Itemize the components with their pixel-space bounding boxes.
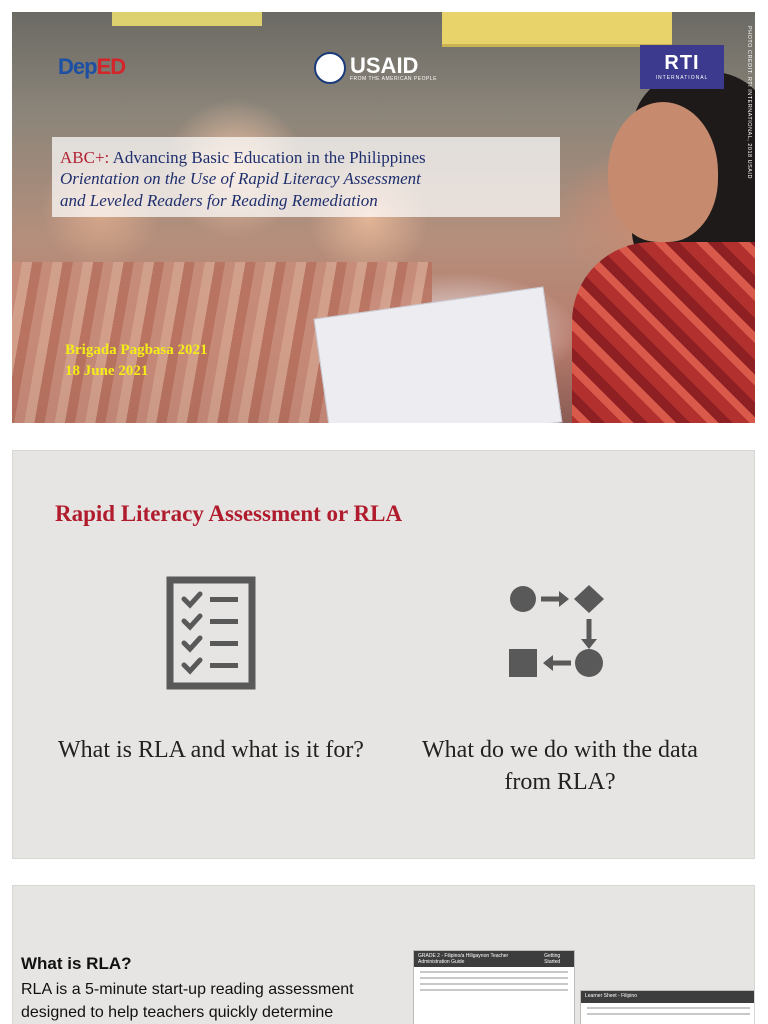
rla-overview-slide [12,450,755,859]
learner-sheet-thumbnail: Learner Sheet - Filipino [580,990,755,1024]
usaid-seal-icon [314,52,346,84]
slide-heading: What is RLA? [21,954,132,973]
flow-diagram-icon [509,581,605,681]
question-data-use: What do we do with the data from RLA? [422,737,698,795]
usaid-logo: USAID FROM THE AMERICAN PEOPLE [314,52,437,84]
slide-title: ABC+: Advancing Basic Education in the Philippines [60,148,426,167]
checklist-icon [166,576,256,690]
title-slide [12,12,755,423]
rti-logo: RTI INTERNATIONAL [640,45,724,89]
event-name: Brigada Pagbasa 2021 [65,342,208,358]
title-box [52,137,560,217]
what-is-rla-slide [12,885,755,1024]
slide-body-text: RLA is a 5-minute start-up reading assessment designed to help teachers quickly determine [21,981,354,1021]
question-what-is-rla: What is RLA and what is it for? [58,737,364,763]
photo-teacher-face [608,102,718,242]
photo-teacher-dress [572,242,755,423]
event-date: 18 June 2021 [65,363,149,379]
teacher-guide-thumbnail: GRADE 2 - Filipino/a Hiligaynon Teacher Administration Guide Getting Started [413,950,575,1024]
slide-heading: Rapid Literacy Assessment or RLA [55,501,403,526]
deped-logo: DepED [58,54,126,79]
photo-background-table [442,12,672,47]
slide-subtitle-line2: and Leveled Readers for Reading Remediation [60,191,378,210]
photo-credit: PHOTO CREDIT: RTI INTERNATIONAL, 2018 USAID [746,26,752,179]
slide-subtitle-line1: Orientation on the Use of Rapid Literacy Assessment [60,169,421,188]
photo-background-table [112,12,262,26]
